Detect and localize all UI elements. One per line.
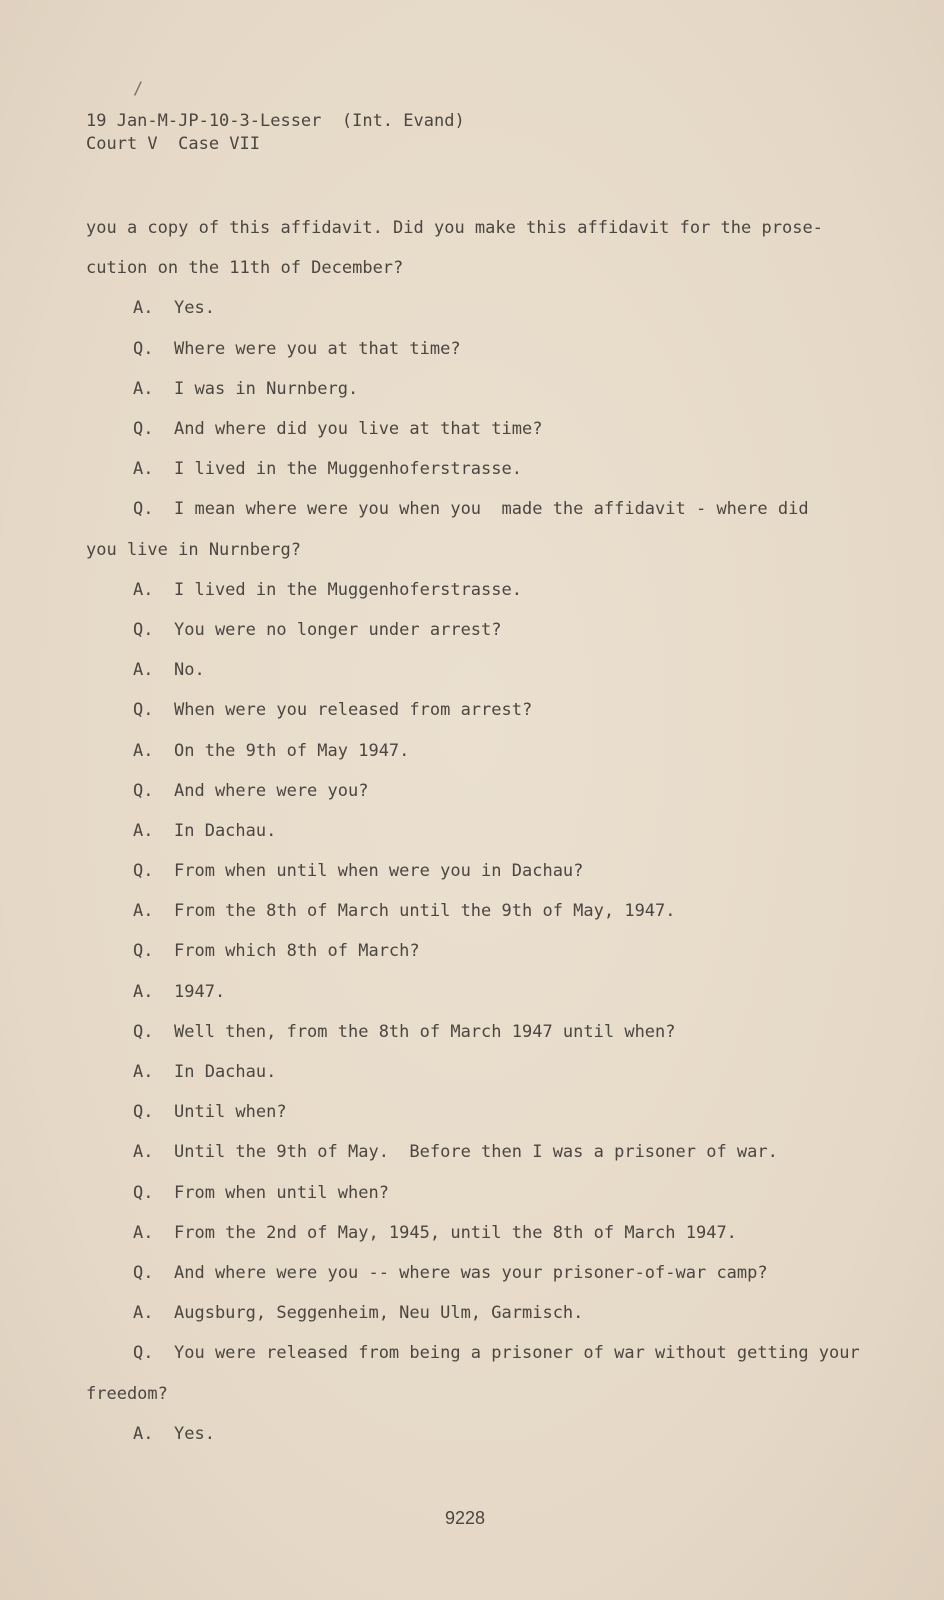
transcript-line — [86, 288, 906, 328]
line-text: From when until when were you in Dachau? — [174, 861, 584, 882]
line-text: you a copy of this affidavit. Did you make this affidavit for the prose- — [86, 218, 823, 239]
transcript-line — [86, 409, 906, 449]
speaker-label: A. — [133, 981, 154, 1002]
transcript-line — [86, 1173, 906, 1213]
transcript-line — [86, 1293, 906, 1333]
margin-mark: / — [133, 79, 144, 99]
transcript-line — [86, 972, 906, 1012]
line-text: I lived in the Muggenhoferstrasse. — [174, 459, 522, 480]
line-text: I lived in the Muggenhoferstrasse. — [174, 579, 522, 600]
line-text: No. — [174, 660, 205, 681]
line-text: I mean where were you when you made the affidavit - where did — [174, 499, 809, 520]
speaker-label: Q. — [133, 941, 154, 962]
transcript-line — [86, 811, 906, 851]
transcript-line — [86, 1052, 906, 1092]
speaker-label: A. — [133, 1062, 154, 1083]
line-text: Yes. — [174, 298, 215, 319]
transcript-line — [86, 570, 906, 610]
line-text: Well then, from the 8th of March 1947 until when? — [174, 1021, 676, 1042]
transcript-line — [86, 1012, 906, 1052]
speaker-label: Q. — [133, 1343, 154, 1364]
speaker-label: A. — [133, 378, 154, 399]
transcript-line — [86, 650, 906, 690]
line-text: 1947. — [174, 981, 226, 1002]
transcript-line — [86, 730, 906, 770]
speaker-label: A. — [133, 1222, 154, 1243]
line-text: From when until when? — [174, 1182, 389, 1203]
speaker-label: A. — [133, 1142, 154, 1163]
transcript-line — [86, 1213, 906, 1253]
line-text: In Dachau. — [174, 1062, 277, 1083]
transcript-line — [86, 610, 906, 650]
transcript-line — [86, 1414, 906, 1454]
speaker-label: A. — [133, 901, 154, 922]
speaker-label: Q. — [133, 1102, 154, 1123]
speaker-label: A. — [133, 298, 154, 319]
speaker-label: Q. — [133, 1021, 154, 1042]
line-text: You were no longer under arrest? — [174, 619, 502, 640]
line-text: freedom? — [86, 1383, 168, 1404]
transcript-line — [86, 489, 906, 529]
line-text: Augsburg, Seggenheim, Neu Ulm, Garmisch. — [174, 1303, 584, 1324]
line-text: And where were you? — [174, 780, 369, 801]
transcript-line — [86, 208, 906, 248]
line-text: From the 2nd of May, 1945, until the 8th of March 1947. — [174, 1222, 737, 1243]
transcript-line — [86, 449, 906, 489]
line-text: From which 8th of March? — [174, 941, 420, 962]
line-text: Until the 9th of May. Before then I was a prisoner of war. — [174, 1142, 778, 1163]
transcript-line — [86, 248, 906, 288]
line-text: Until when? — [174, 1102, 287, 1123]
transcript-line — [86, 771, 906, 811]
line-text: On the 9th of May 1947. — [174, 740, 410, 761]
transcript-line — [86, 891, 906, 931]
document-header — [86, 110, 465, 156]
speaker-label: Q. — [133, 1262, 154, 1283]
transcript-line — [86, 931, 906, 971]
speaker-label: A. — [133, 820, 154, 841]
transcript-line — [86, 1092, 906, 1132]
speaker-label: Q. — [133, 619, 154, 640]
transcript-line — [86, 851, 906, 891]
line-text: When were you released from arrest? — [174, 700, 533, 721]
transcript-line — [86, 1132, 906, 1172]
line-text: cution on the 11th of December? — [86, 258, 404, 279]
line-text: And where were you -- where was your prisoner-of-war camp? — [174, 1262, 768, 1283]
transcript-line — [86, 1333, 906, 1373]
speaker-label: Q. — [133, 1182, 154, 1203]
speaker-label: Q. — [133, 861, 154, 882]
speaker-label: Q. — [133, 780, 154, 801]
transcript-line — [86, 369, 906, 409]
transcript-line — [86, 1253, 906, 1293]
speaker-label: A. — [133, 1303, 154, 1324]
line-text: And where did you live at that time? — [174, 419, 543, 440]
transcript-body — [86, 208, 906, 1454]
page-number: 9228 — [444, 1508, 486, 1528]
line-text: you live in Nurnberg? — [86, 539, 301, 560]
transcript-line — [86, 530, 906, 570]
speaker-label: A. — [133, 579, 154, 600]
speaker-label: A. — [133, 459, 154, 480]
line-text: From the 8th of March until the 9th of May, 1947. — [174, 901, 676, 922]
speaker-label: Q. — [133, 499, 154, 520]
speaker-label: A. — [133, 660, 154, 681]
line-text: You were released from being a prisoner of war without getting your — [174, 1343, 860, 1364]
speaker-label: A. — [133, 740, 154, 761]
line-text: Where were you at that time? — [174, 338, 461, 359]
line-text: Yes. — [174, 1423, 215, 1444]
speaker-label: A. — [133, 1423, 154, 1444]
header-court-case: Court V Case VII — [86, 134, 260, 154]
speaker-label: Q. — [133, 419, 154, 440]
header-reference: 19 Jan-M-JP-10-3-Lesser (Int. Evand) — [86, 111, 465, 131]
speaker-label: Q. — [133, 338, 154, 359]
transcript-line — [86, 329, 906, 369]
line-text: I was in Nurnberg. — [174, 378, 359, 399]
transcript-line — [86, 690, 906, 730]
line-text: In Dachau. — [174, 820, 277, 841]
transcript-line — [86, 1373, 906, 1413]
speaker-label: Q. — [133, 700, 154, 721]
